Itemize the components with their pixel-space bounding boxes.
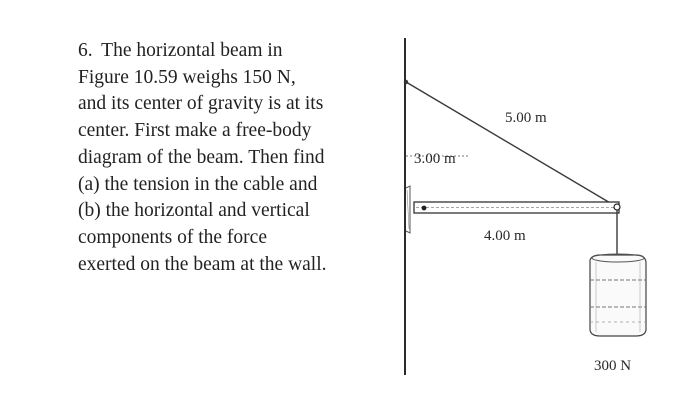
problem-line-3: and its center of gravity is at its	[78, 93, 324, 115]
cable	[406, 82, 617, 207]
wall-bracket-detail	[407, 190, 409, 229]
problem-number: 6.	[78, 40, 93, 61]
cable-length-label: 5.00 m	[505, 110, 547, 126]
problem-line-7: (b) the horizontal and vertical	[78, 200, 310, 222]
problem-text-1: The horizontal beam in	[101, 40, 283, 61]
problem-line-5: diagram of the beam. Then find	[78, 146, 325, 168]
beam-length-label: 4.00 m	[484, 228, 526, 244]
barrel-weight	[590, 254, 646, 336]
problem-line-9: exerted on the beam at the wall.	[78, 253, 327, 275]
problem-line-8: components of the force	[78, 226, 267, 248]
weight-label: 300 N	[594, 358, 632, 374]
problem-line-2: Figure 10.59 weighs 150 N,	[78, 66, 296, 88]
problem-line-6: (a) the tension in the cable and	[78, 173, 318, 195]
problem-line-4: center. First make a free-body	[78, 120, 312, 142]
beam-pin	[422, 206, 427, 211]
wall-height-label: 3.00 m	[414, 151, 456, 167]
beam-end-joint	[614, 204, 620, 210]
